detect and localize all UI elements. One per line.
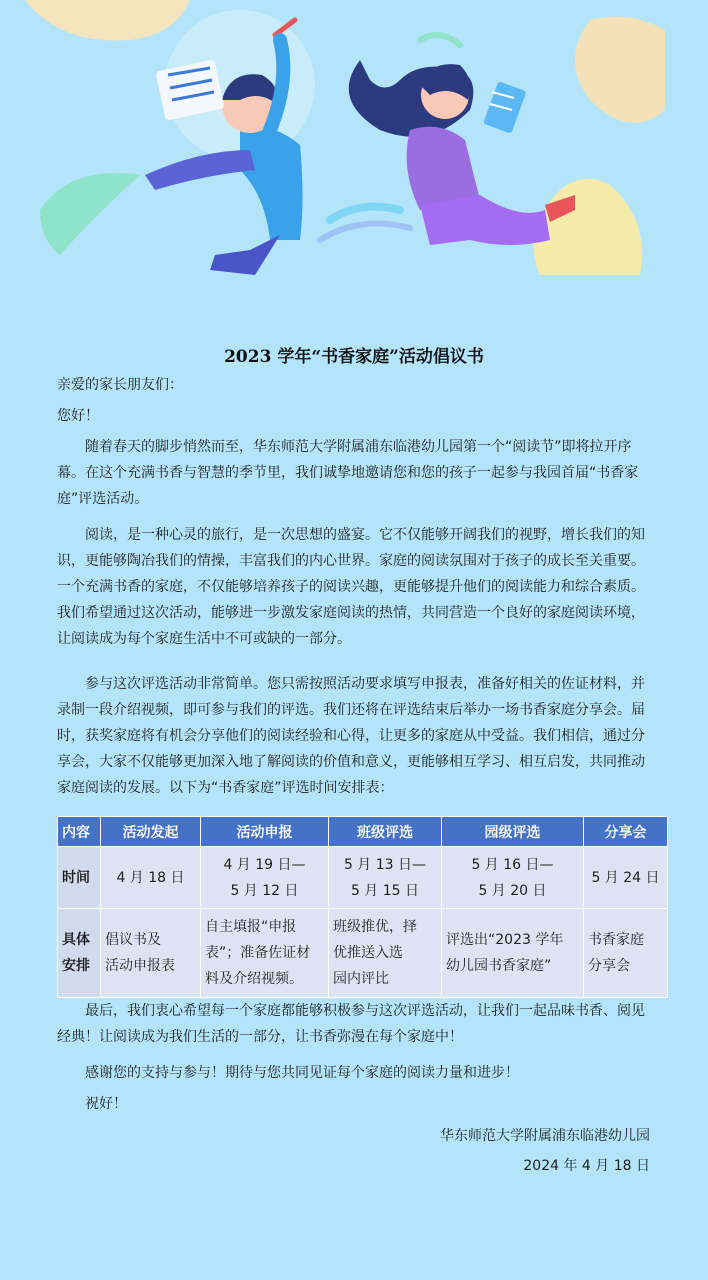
cell-line: 倡议书及 [105,932,161,948]
table-header-cell: 园级评选 [442,817,584,847]
cell-line: 活动申报表 [105,958,175,974]
paragraph-reading: 阅读，是一种心灵的旅行，是一次思想的盛宴。它不仅能够开阔我们的视野，增长我们的知识，更能够陶冶我们的情操，丰富我们的内心世界。家庭的阅读氛围对于孩子的成长至关重要。一个充满书香的家庭，不仅能够培养孩子的阅读兴趣，更能够提升他们的阅读能力和综合素质。我们希望通过这次活动，能够进一步激发家庭阅读的热情，共同营造一个良好的家庭阅读环境，让阅读成为每个家庭生活中不可或缺的一部分。 [57,527,645,647]
table-header-cell: 内容 [58,817,101,847]
cell-line: 5 月 16 日— [471,856,554,873]
table-cell [329,847,442,909]
table-header-cell: 分享会 [584,817,668,847]
table-header-cell: 活动申报 [201,817,329,847]
cell-line: 5 月 13 日— [343,856,427,873]
table-cell [584,909,668,998]
table-cell [442,909,584,998]
cell-line: 园内评比 [333,971,389,987]
row-label-line: 具体 [62,932,90,948]
table-header-row [58,817,668,847]
cell-line: 班级推优，择 [333,919,417,935]
row-label-plan [58,909,101,998]
cell-line: 料及介绍视频。 [205,971,303,987]
cell-line: 自主填报“申报 [205,919,297,935]
paragraph-participation: 参与这次评选活动非常简单。您只需按照活动要求填写申报表，准备好相关的佐证材料，并录制一段介绍视频，即可参与我们的评选。我们还将在评选结束后举办一场书香家庭分享会。届时，获奖家庭将有机会分享他们的阅读经验和心得，让更多的家庭从中受益。我们相信，通过分享会，大家不仅能够更加深入地了解阅读的价值和意义，更能够相互学习、相互启发，共同推动家庭阅读的发展。以下为“书香家庭”评选时间安排表： [57,676,645,796]
table-cell [329,909,442,998]
cell-line: 5 月 12 日 [230,882,299,899]
schedule-table [57,816,668,998]
table-header-cell: 活动发起 [101,817,201,847]
paragraph-wish: 祝好！ [85,1096,127,1112]
cell-line: 评选出“2023 学年 [446,932,564,948]
cell-line: 5 月 20 日 [478,882,547,899]
cell-line: 5 月 15 日 [350,882,420,899]
cell-line: 书香家庭 [588,932,644,948]
reading-kids-illustration [0,0,708,290]
table-cell [584,847,668,909]
paragraph-closing: 最后，我们衷心希望每一个家庭都能够积极参与这次评选活动，让我们一起品味书香、阅见经典！让阅读成为我们生活的一部分，让书香弥漫在每个家庭中！ [57,1003,645,1045]
table-cell [442,847,584,909]
cell-line: 表”；准备佐证材 [205,945,311,961]
table-cell [201,909,329,998]
cell-line: 5 月 24 日 [591,869,660,886]
cell-line: 幼儿园书香家庭” [446,958,552,974]
table-cell [201,847,329,909]
table-cell [101,847,201,909]
table-header-cell: 班级评选 [329,817,442,847]
signature: 华东师范大学附属浦东临港幼儿园 [440,1128,650,1144]
date: 2024 年 4 月 18 日 [523,1158,650,1174]
cell-line: 4 月 18 日 [116,869,185,886]
table-row-time [58,847,668,909]
page-title: 2023 学年“书香家庭”活动倡议书 [224,347,484,367]
cell-line: 分享会 [588,958,630,974]
cell-line: 优推送入选 [333,945,403,961]
table-row-plan [58,909,668,998]
row-label-time: 时间 [58,847,101,909]
greeting: 亲爱的家长朋友们： [57,377,183,393]
cell-line: 4 月 19 日— [223,856,306,873]
paragraph-intro: 随着春天的脚步悄然而至，华东师范大学附属浦东临港幼儿园第一个“阅读节”即将拉开序幕。在这个充满书香与智慧的季节里，我们诚挚地邀请您和您的孩子一起参与我园首届“书香家庭”评选活动。 [57,439,639,507]
table-cell [101,909,201,998]
row-label-line: 安排 [62,958,90,974]
hello: 您好！ [57,408,99,424]
paragraph-thanks: 感谢您的支持与参与！期待与您共同见证每个家庭的阅读力量和进步！ [85,1065,519,1081]
